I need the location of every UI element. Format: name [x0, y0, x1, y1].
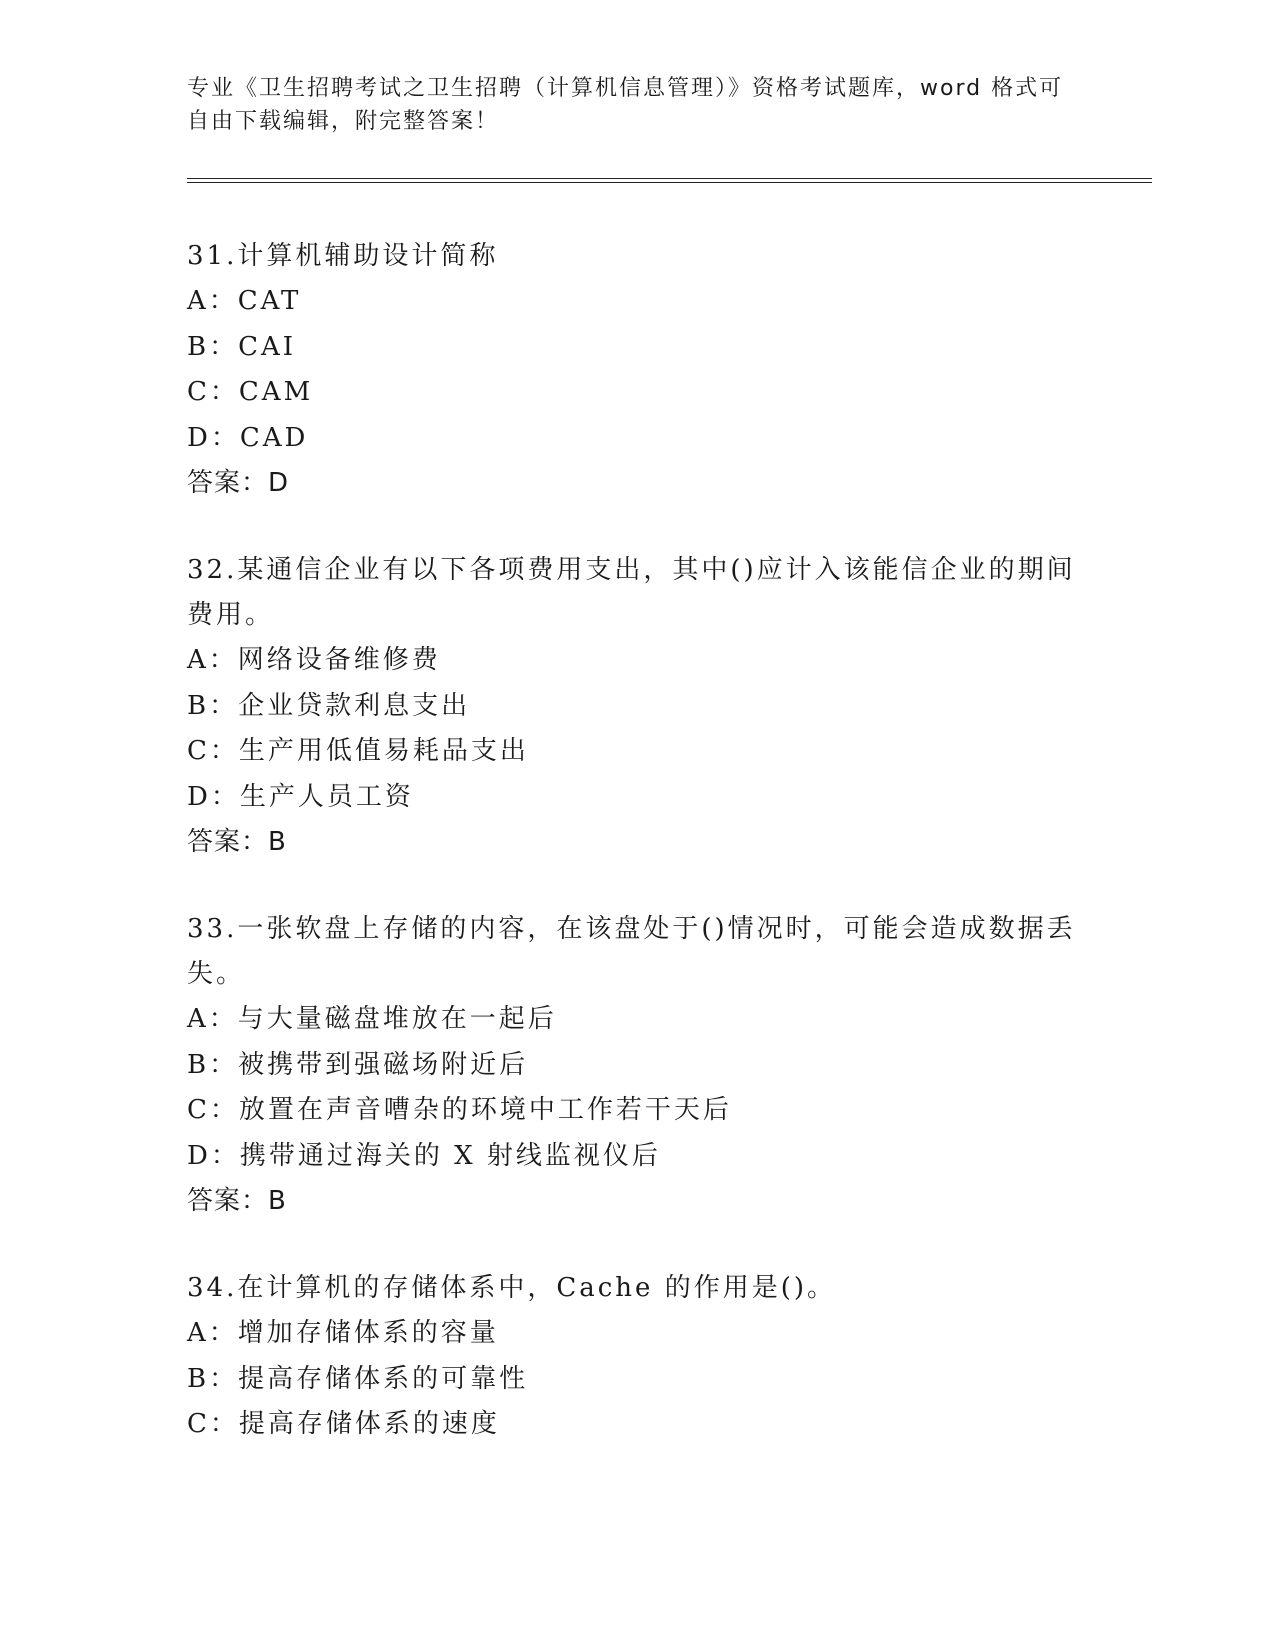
option-b: B：被携带到强磁场附近后 [187, 1049, 529, 1080]
option-c: C：CAM [187, 377, 314, 407]
question-stem: 34.在计算机的存储体系中，Cache 的作用是()。 [187, 1273, 836, 1303]
header-divider-bottom [187, 182, 1152, 183]
question-31 [187, 234, 1087, 506]
option-c: C：提高存储体系的速度 [187, 1409, 500, 1439]
header-divider-top [187, 178, 1152, 179]
option-b: B：企业贷款利息支出 [187, 690, 471, 721]
document-header [187, 72, 1067, 138]
option-b: B：CAI [187, 331, 297, 362]
option-a: A：与大量磁盘堆放在一起后 [187, 1004, 557, 1034]
answer: 答案：B [187, 1186, 287, 1216]
option-d: D：生产人员工资 [187, 781, 414, 812]
question-list [187, 234, 1087, 1490]
option-c: C：放置在声音嘈杂的环境中工作若干天后 [187, 1095, 732, 1125]
question-34 [187, 1266, 1087, 1448]
option-b: B：提高存储体系的可靠性 [187, 1363, 529, 1394]
question-32 [187, 548, 1087, 865]
option-a: A：CAT [187, 286, 302, 316]
question-stem: 33.一张软盘上存储的内容，在该盘处于()情况时，可能会造成数据丢失。 [187, 914, 1076, 989]
option-d: D：携带通过海关的 X 射线监视仪后 [187, 1140, 661, 1171]
question-stem: 31.计算机辅助设计简称 [187, 241, 499, 271]
option-c: C：生产用低值易耗品支出 [187, 736, 529, 766]
question-stem: 32.某通信企业有以下各项费用支出，其中()应计入该能信企业的期间费用。 [187, 555, 1076, 630]
header-text: 专业《卫生招聘考试之卫生招聘（计算机信息管理）》资格考试题库，word 格式可自由下载编辑，附完整答案！ [187, 76, 1064, 134]
question-33 [187, 907, 1087, 1224]
option-a: A：增加存储体系的容量 [187, 1318, 499, 1348]
answer: 答案：D [187, 468, 290, 498]
option-d: D：CAD [187, 422, 309, 453]
answer: 答案：B [187, 827, 287, 857]
option-a: A：网络设备维修费 [187, 645, 441, 675]
